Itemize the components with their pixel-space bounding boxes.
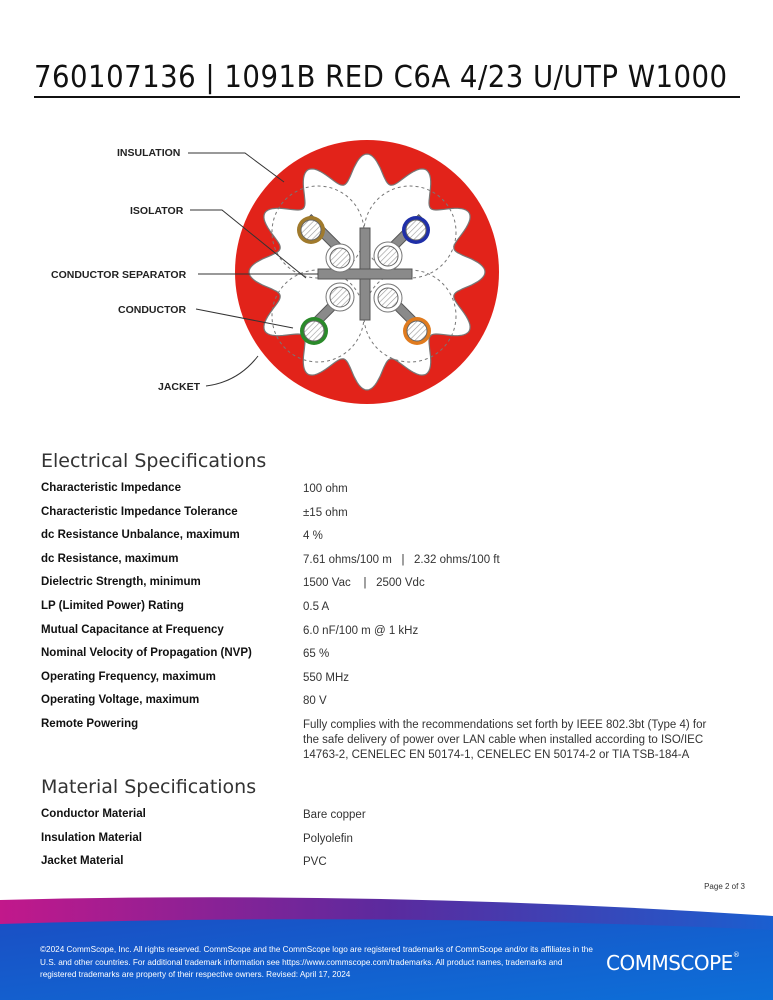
spec-value: Bare copper <box>303 809 366 821</box>
spec-value: 4 % <box>303 530 323 543</box>
spec-label: Characteristic Impedance <box>41 482 181 494</box>
spec-row <box>41 671 741 695</box>
material-specifications-heading: Material Specifications <box>41 776 257 798</box>
leader-insulation <box>188 153 284 182</box>
electrical-specifications-heading: Electrical Specifications <box>41 450 267 472</box>
spec-value: 7.61 ohms/100 m | 2.32 ohms/100 ft <box>303 553 500 566</box>
spec-value: 100 ohm <box>303 483 348 495</box>
conductor-blue <box>402 216 430 244</box>
conductor-white <box>326 244 354 272</box>
spec-row <box>41 482 741 506</box>
conductor-orange <box>403 317 431 345</box>
leader-jacket <box>206 356 258 386</box>
spec-value: Fully complies with the recommendations set forth by IEEE 802.3bt (Type 4) for the safe delivery of power over LAN cable when installed according to ISO/IEC 14763-2, CENELEC EN 50174-1, CENELEC EN 50174-2 or TIA TSB-184-A <box>303 718 707 761</box>
spec-value: 6.0 nF/100 m @ 1 kHz <box>303 624 419 637</box>
registered-mark: ® <box>732 951 740 959</box>
spec-value: Polyolefin <box>303 832 353 845</box>
callout-insulation: INSULATION <box>117 147 181 159</box>
spec-label: dc Resistance, maximum <box>41 552 179 565</box>
commscope-logo[interactable] <box>606 951 739 975</box>
spec-row <box>41 718 741 774</box>
spec-label: Jacket Material <box>41 855 124 868</box>
cable-cross-section-diagram <box>0 110 773 430</box>
spec-label: Characteristic Impedance Tolerance <box>41 505 238 518</box>
callout-isolator: ISOLATOR <box>130 205 184 217</box>
page-title: 760107136 | 1091B RED C6A 4/23 U/UTP W1000 <box>34 60 728 95</box>
spec-row <box>41 694 741 718</box>
conductor-brown <box>297 216 325 244</box>
conductor-white <box>326 283 354 311</box>
spec-row <box>41 576 741 600</box>
spec-label: Dielectric Strength, minimum <box>41 576 201 589</box>
spec-row <box>41 808 741 832</box>
conductor-white <box>374 284 402 312</box>
conductor-white <box>374 242 402 270</box>
spec-label: Remote Powering <box>41 717 139 730</box>
spec-label: Nominal Velocity of Propagation (NVP) <box>41 647 252 660</box>
footer-legal-text: ©2024 CommScope, Inc. All rights reserved. CommScope and the CommScope logo are registered trademarks of CommScope and/or its affiliates in the U.S. and other countries. For additional trademark information see https://www.commscope.com/trademarks. All product names, trademarks and registered trademarks are property of their respective owners. Revised: April 17, 2024 <box>40 945 593 979</box>
callout-conductor: CONDUCTOR <box>118 304 187 316</box>
spec-row <box>41 529 741 553</box>
spec-value: ±15 ohm <box>303 506 348 519</box>
conductor-green <box>300 317 328 345</box>
spec-row <box>41 647 741 671</box>
logo-text: COMMSCOPE <box>606 951 733 975</box>
spec-row <box>41 600 741 624</box>
spec-label: Operating Voltage, maximum <box>41 694 200 707</box>
callout-conductor-separator: CONDUCTOR SEPARATOR <box>51 269 187 281</box>
callout-jacket: JACKET <box>158 381 201 393</box>
page-number: Page 2 of 3 <box>704 882 745 891</box>
spec-row <box>41 855 741 879</box>
spec-label: Mutual Capacitance at Frequency <box>41 623 224 636</box>
spec-row <box>41 624 741 648</box>
spec-row <box>41 506 741 530</box>
spec-label: LP (Limited Power) Rating <box>41 599 184 612</box>
spec-value: PVC <box>303 856 327 869</box>
spec-value: 65 % <box>303 648 330 661</box>
material-specifications-table <box>41 808 741 879</box>
spec-row <box>41 832 741 856</box>
spec-value: 0.5 A <box>303 600 330 613</box>
spec-label: dc Resistance Unbalance, maximum <box>41 529 240 542</box>
spec-row <box>41 553 741 577</box>
electrical-specifications-table <box>41 482 741 774</box>
spec-value: 550 MHz <box>303 671 350 684</box>
spec-value: 80 V <box>303 695 327 708</box>
spec-label: Conductor Material <box>41 808 146 820</box>
spec-label: Operating Frequency, maximum <box>41 670 216 683</box>
title-divider <box>34 96 740 98</box>
spec-value: 1500 Vac | 2500 Vdc <box>303 577 425 590</box>
separator-horizontal <box>318 269 412 279</box>
spec-label: Insulation Material <box>41 831 142 844</box>
